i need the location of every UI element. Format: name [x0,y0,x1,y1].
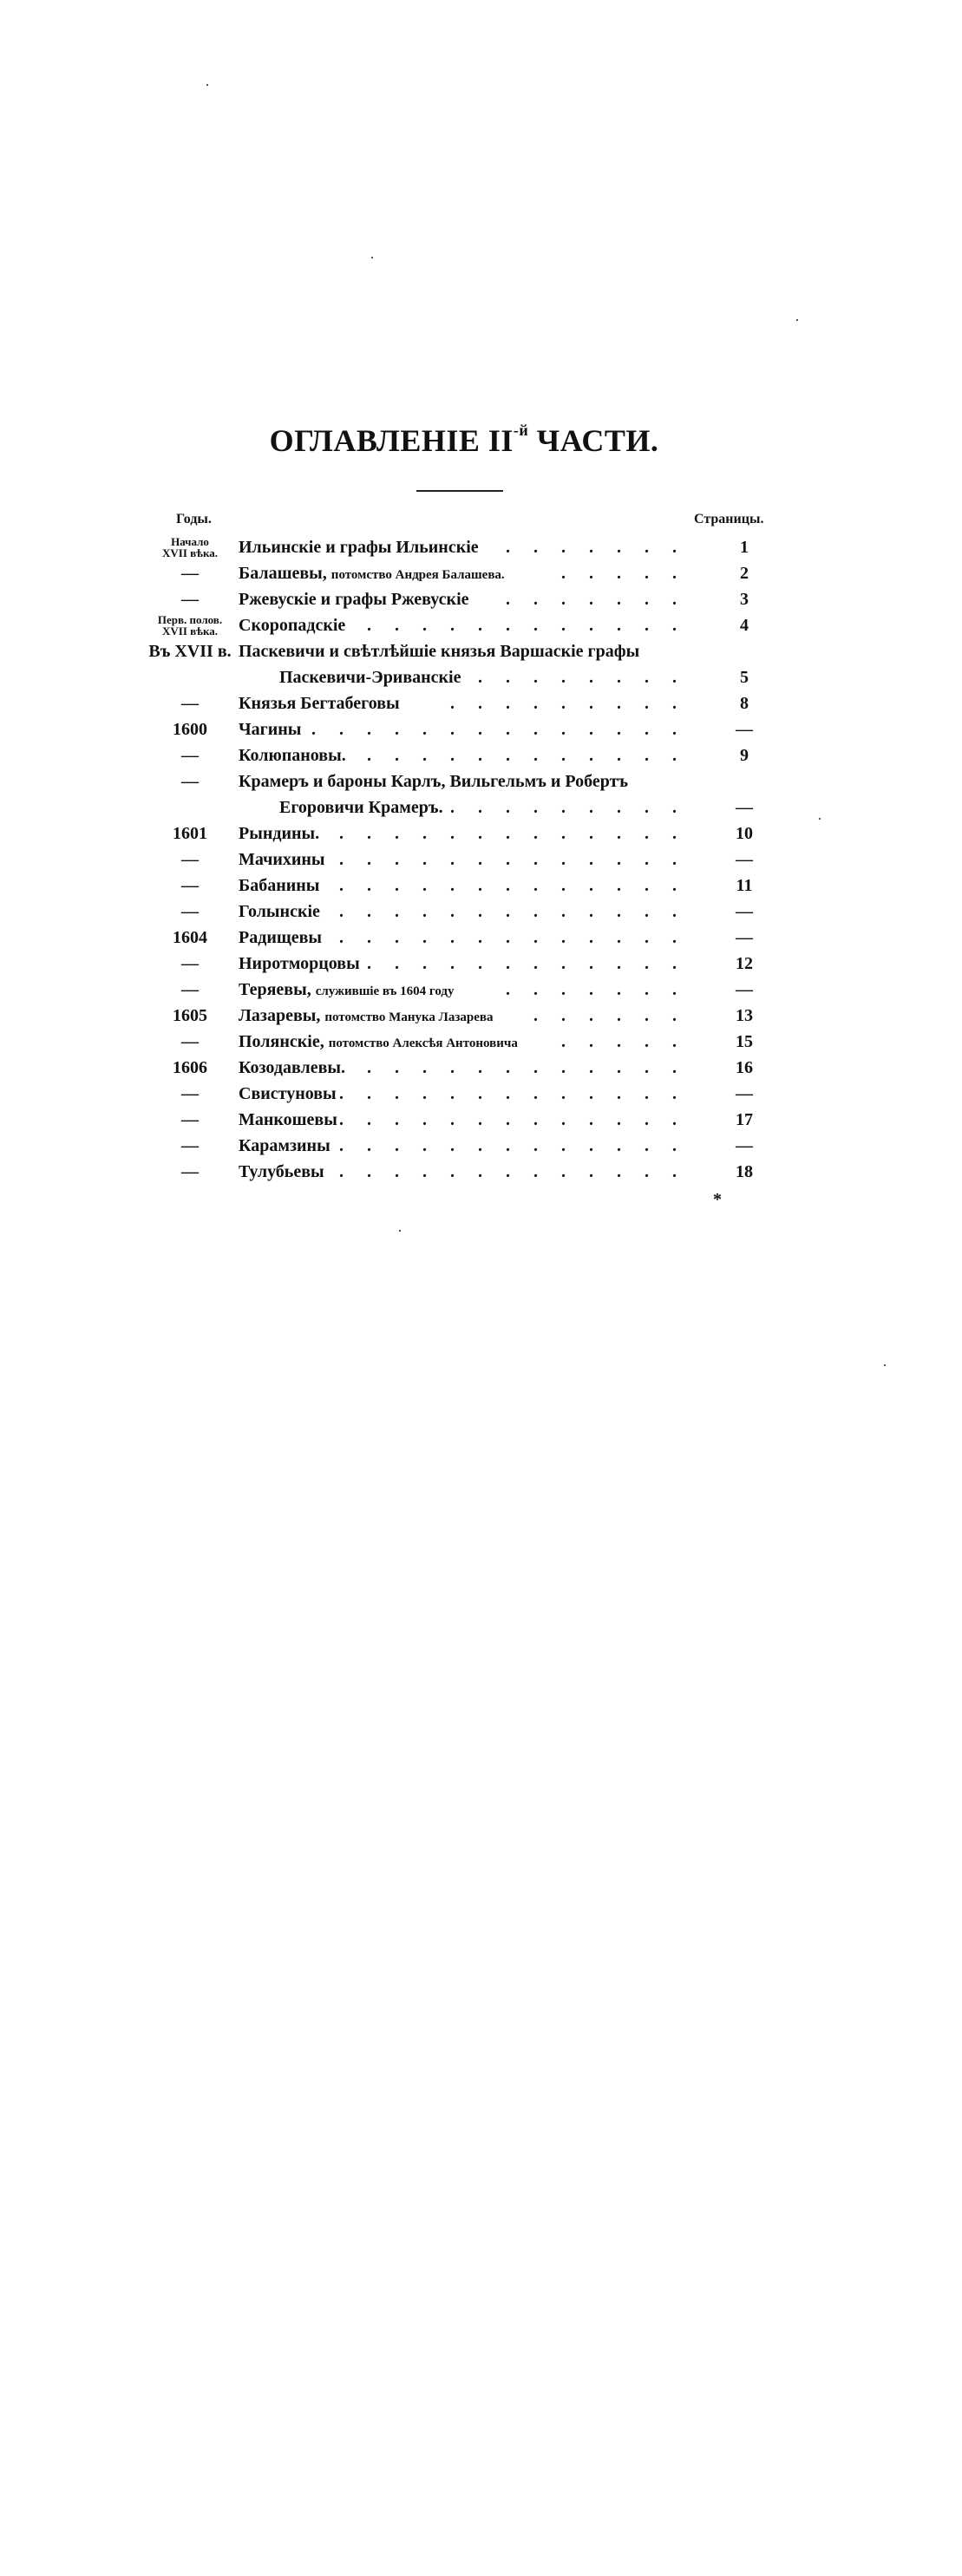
toc-leader-dots: . . . . . . . [506,590,686,609]
toc-leader-dots: . . . . . . . . . . . . . [339,1084,686,1103]
paper-speck [796,319,798,321]
toc-leader-dots: . . . . . . . . . . . . [367,616,686,635]
toc-entry-subtitle: служившіе въ 1604 году [315,984,455,998]
toc-entry-title [239,873,319,899]
toc-row [0,821,962,847]
toc-page-number: — [736,798,753,817]
toc-entry-subtitle: потомство Андрея Балашева. [330,568,505,582]
toc-row [0,586,962,612]
toc-entry-name: Скоропадскіе [239,616,346,635]
toc-entry-title [239,586,469,612]
toc-entry-name: Ильинскіе и графы Ильинскіе [239,538,479,557]
toc-year: — [181,1084,199,1103]
toc-page-number: 4 [740,616,749,635]
toc-entry-title [239,534,479,560]
toc-row [0,951,962,977]
toc-year: 1605 [173,1006,207,1025]
toc-row [0,977,962,1003]
toc-leader-dots: . . . . . . . . . . . . . [339,928,686,947]
toc-year: — [181,954,199,973]
toc-entry-title [239,768,628,794]
toc-entry-title [239,847,325,873]
toc-row [0,742,962,768]
toc-row [0,534,962,560]
toc-year: — [181,1136,199,1155]
toc-row [0,768,962,794]
toc-page-number: 3 [740,590,749,609]
toc-entry-title [239,690,400,716]
toc-row [0,716,962,742]
title-rule [416,490,503,492]
toc-year: Въ XVII в. [148,642,232,661]
toc-year: — [181,902,199,921]
toc-row [0,873,962,899]
toc-entry-name: Егоровичи Крамеръ. [279,798,443,817]
toc-entry-title [239,1055,345,1081]
toc-year: — [181,1162,199,1181]
toc-leader-dots: . . . . . . . . . . . . . [339,1162,686,1181]
toc-entry-title [239,1003,493,1030]
toc-entry-name: Свистуновы [239,1084,337,1103]
toc-year: — [181,772,199,791]
toc-entry-title [239,1081,337,1107]
toc-leader-dots: . . . . . . . . . . . . . [339,876,686,895]
pages-column-header: Страницы. [694,512,764,526]
toc-entry-title [239,1133,330,1159]
toc-leader-dots: . . . . . [561,1032,686,1051]
toc-entry-title [239,1107,337,1133]
toc-page-number: 12 [736,954,753,973]
toc-row [0,1159,962,1185]
toc-entry-subtitle: потомство Манука Лазарева [324,1010,494,1024]
toc-leader-dots: . . . . . . . . [478,668,686,687]
toc-row [0,690,962,716]
toc-entry-name: Рындины. [239,824,320,843]
page-title [0,422,928,459]
toc-row [0,1029,962,1055]
toc-entry-name: Тулубьевы [239,1162,324,1181]
footer-asterisk: * [713,1190,722,1209]
toc-row [0,664,962,690]
title-main: ОГЛАВЛЕНІЕ II [269,423,514,458]
toc-year: 1606 [173,1058,207,1077]
toc-leader-dots: . . . . . . . . . [450,798,686,817]
toc-entry-name: Бабанины [239,876,320,895]
toc-page-number: 8 [740,694,749,713]
years-column-header: Годы. [176,512,212,526]
toc-page-number: 18 [736,1162,753,1181]
toc-row [0,847,962,873]
toc-leader-dots: . . . . . . . . . [450,694,686,713]
toc-row [0,925,962,951]
toc-entry-name: Карамзины [239,1136,330,1155]
toc-entry-title [239,638,639,664]
toc-entry-name: Манкошевы [239,1110,337,1129]
toc-entry-name: Князья Бегтабеговы [239,694,400,713]
toc-entry-name: Паскевичи-Эриванскіе [279,668,461,687]
toc-year: — [181,564,199,583]
toc-year: — [181,850,199,869]
toc-leader-dots: . . . . . . . [506,980,686,999]
toc-row [0,612,962,638]
toc-leader-dots: . . . . . . . . . . . . [367,954,686,973]
toc-entry-title [239,612,345,638]
toc-entry-subtitle: потомство Алексѣя Антоновича [328,1036,518,1050]
title-rest: ЧАСТИ. [528,423,659,458]
toc-row [0,1133,962,1159]
toc-entry-title [239,951,360,977]
toc-leader-dots: . . . . . . . . . . . . . [339,1136,686,1155]
toc-page-number: 10 [736,824,753,843]
table-of-contents [0,534,962,1185]
toc-entry-name: Колюпановы. [239,746,346,765]
toc-entry-title [279,794,443,821]
toc-row [0,899,962,925]
toc-page-number: — [736,902,753,921]
toc-entry-title [239,1159,324,1185]
toc-leader-dots: . . . . . . . . . . . . . [339,902,686,921]
toc-entry-name: Полянскіе, [239,1032,329,1051]
toc-entry-name: Радищевы [239,928,323,947]
toc-year: — [181,980,199,999]
toc-entry-name: Балашевы, [239,564,331,583]
toc-page-number: 1 [740,538,749,557]
toc-entry-name: Ниротморцовы [239,954,360,973]
toc-year: — [181,590,199,609]
toc-page-number: 13 [736,1006,753,1025]
toc-year: — [181,876,199,895]
toc-year: — [181,1032,199,1051]
title-superscript: -й [513,422,529,439]
toc-page-number: — [736,980,753,999]
toc-page-number: — [736,850,753,869]
toc-entry-title [239,742,346,768]
toc-row [0,1081,962,1107]
paper-speck [399,1230,401,1232]
toc-year: — [181,746,199,765]
toc-year-line: XVII вѣка. [161,546,218,559]
toc-page-number: — [736,1136,753,1155]
toc-year-line: Перв. полов. [157,613,223,626]
toc-leader-dots: . . . . . [561,564,686,583]
toc-leader-dots: . . . . . . [533,1006,686,1025]
paper-speck [819,818,821,820]
paper-speck [884,1364,886,1366]
toc-leader-dots: . . . . . . . . . . . . [367,1058,686,1077]
toc-entry-title [239,899,320,925]
toc-page-number: 11 [736,876,753,895]
toc-entry-name: Лазаревы, [239,1006,325,1025]
toc-year [147,614,232,637]
toc-entry-name: Ржевускіе и графы Ржевускіе [239,590,469,609]
toc-leader-dots: . . . . . . . . . . . . . . [311,720,686,739]
toc-year: — [181,694,199,713]
toc-entry-title [239,925,322,951]
toc-page-number: — [736,720,753,739]
toc-page-number: 9 [740,746,749,765]
toc-leader-dots: . . . . . . . . . . . . . [339,824,686,843]
toc-entry-name: Голынскіе [239,902,320,921]
toc-entry-name: Паскевичи и свѣтлѣйшіе князья Варшаскіе графы [239,642,640,661]
toc-row [0,1055,962,1081]
toc-entry-title [239,1029,518,1056]
toc-entry-title [239,560,505,588]
toc-year: — [181,1110,199,1129]
toc-entry-name: Чагины [239,720,302,739]
toc-year-line: Начало [171,535,209,548]
toc-leader-dots: . . . . . . . . . . . . . [339,1110,686,1129]
toc-leader-dots: . . . . . . . [506,538,686,557]
toc-leader-dots: . . . . . . . . . . . . [367,746,686,765]
toc-page-number: 5 [740,668,749,687]
toc-row [0,1107,962,1133]
paper-speck [371,257,373,258]
toc-year-line: XVII вѣка. [161,624,218,637]
toc-entry-title [239,821,319,847]
toc-year: 1601 [173,824,207,843]
toc-row [0,794,962,821]
toc-year [147,536,232,559]
toc-entry-title [279,664,461,690]
toc-row [0,1003,962,1029]
toc-entry-title [239,716,301,742]
toc-page-number: 16 [736,1058,753,1077]
toc-entry-name: Крамеръ и бароны Карлъ, Вильгельмъ и Робертъ [239,772,629,791]
toc-row [0,560,962,586]
toc-entry-name: Козодавлевы. [239,1058,346,1077]
toc-year: 1604 [173,928,207,947]
toc-page-number: 17 [736,1110,753,1129]
toc-page-number: 2 [740,564,749,583]
toc-page-number: — [736,1084,753,1103]
toc-entry-name: Мачихины [239,850,325,869]
toc-leader-dots: . . . . . . . . . . . . . [339,850,686,869]
toc-year: 1600 [173,720,207,739]
paper-speck [206,84,208,86]
toc-row [0,638,962,664]
toc-page-number: 15 [736,1032,753,1051]
toc-entry-title [239,977,455,1004]
toc-entry-name: Теряевы, [239,980,316,999]
toc-page-number: — [736,928,753,947]
